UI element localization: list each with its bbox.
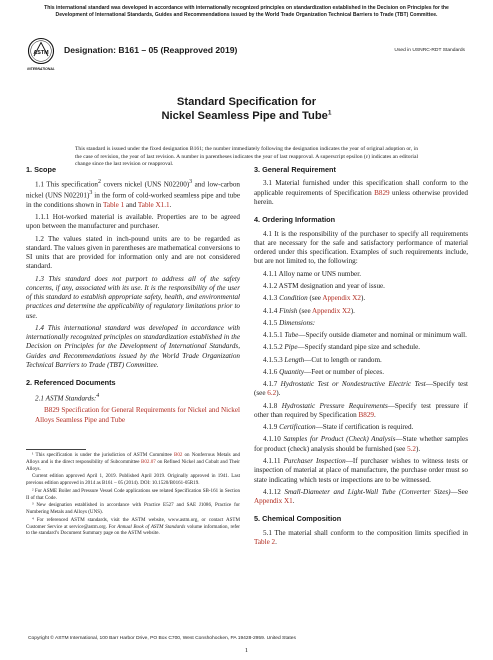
document-title bbox=[0, 95, 493, 124]
paragraph-4-1-2: 4.1.2 ASTM designation and year of issue. bbox=[263, 282, 385, 290]
footnotes bbox=[26, 452, 240, 538]
paragraph-4-1: 4.1 It is the responsibility of the purchaser to specify all requirements that are necessary for the safe and satisfactory performance of material ordered under this specification. Examples of such requirements include, but are not limited to, the following: bbox=[254, 229, 468, 266]
paragraph-4-1-5-2: 4.1.5.2 Pipe—Specify standard pipe size and schedule. bbox=[263, 343, 421, 352]
astm-logo-icon bbox=[27, 37, 55, 77]
appendix-x2-link[interactable]: Appendix X2 bbox=[322, 294, 362, 303]
paragraph-4-1-7: 4.1.7 Hydrostatic Test or Nondestructive Electric Test—Specify test (see 6.2). bbox=[254, 380, 468, 398]
logo-text: ASTM bbox=[33, 50, 49, 56]
section-5-2-link[interactable]: 5.2 bbox=[407, 444, 417, 453]
issue-note: This standard is issued under the fixed designation B161; the number immediately following the designation indicates the year of original adoption or, in the case of revision, the year of last revision. A number in parentheses indicates the year of last reapproval. A superscript epsilon (ε) indicates an editorial change since the last revision or reapproval. bbox=[75, 146, 418, 168]
table-x1-1-link[interactable]: Table X1.1 bbox=[137, 200, 170, 209]
b829-link-4-1-8[interactable]: B829 bbox=[358, 410, 374, 419]
standard-notice: This international standard was developed in accordance with internationally recognized principles on standardization established in the Decision on Principles for the Development of International Standards, Guides and Recommendations issued by the World Trade Organization Technical Barriers to Trade (TBT) Committee. bbox=[44, 5, 449, 18]
paragraph-4-1-6: 4.1.6 Quantity—Feet or number of pieces. bbox=[263, 367, 384, 376]
b829-link-3-1[interactable]: B829 bbox=[374, 188, 390, 197]
b02-link[interactable]: B02 bbox=[173, 452, 183, 458]
b02-07-link[interactable]: B02.07 bbox=[141, 458, 156, 465]
footnote-1-edition: Current edition approved April 1, 2019. Published April 2019. Originally approved in 1941. Last previous edition approved in 2014 as B161 – 05 (2014). DOI: 10.1520/B0161-05R19. bbox=[26, 473, 240, 486]
b829-link[interactable]: B829 bbox=[44, 406, 60, 415]
paragraph-4-1-8: 4.1.8 Hydrostatic Pressure Requirements—Specify test pressure if other than required by Specification B829. bbox=[254, 401, 468, 419]
title-line-2: Nickel Seamless Pipe and Tube$^1$ bbox=[161, 109, 332, 123]
paragraph-3-1: 3.1 Material furnished under this specification shall conform to the applicable requirements of Specification B829 unless otherwise provided herein. bbox=[254, 179, 468, 206]
section-heading-chemical: 5. Chemical Composition bbox=[254, 514, 342, 524]
title-line-1: Standard Specification for bbox=[176, 96, 317, 108]
section-heading-general: 3. General Requirement bbox=[254, 165, 336, 174]
paragraph-1-3: 1.3 This standard does not purport to address all of the safety concerns, if any, associated with its use. It is the responsibility of the user of this standard to establish appropriate safety, health, and environmental practices and determine the applicability of regulatory limitations prior to use. bbox=[26, 274, 240, 320]
paragraph-4-1-3: 4.1.3 Condition (see Appendix X2). bbox=[263, 294, 366, 303]
paragraph-1-1: 1.1 This specification$^2$ covers nickel (UNS N02200)$^3$ and low-carbon nickel (UNS N02201)$^3$ in the form of cold-worked seamless pipe and tube in the conditions shown in Table 1 and Table X1.1. bbox=[26, 179, 240, 209]
appendix-x2-link[interactable]: Appendix X2 bbox=[312, 306, 351, 315]
footnote-2: ² For ASME Boiler and Pressure Vessel Code applications see related Specification SB-161 in Section II of that Code. bbox=[26, 487, 240, 501]
left-column bbox=[26, 165, 240, 428]
footnote-divider bbox=[26, 449, 86, 450]
paragraph-4-1-1: 4.1.1 Alloy name or UNS number. bbox=[263, 269, 361, 278]
title-footnote-ref[interactable]: 1 bbox=[327, 109, 332, 117]
section-heading-scope: 1. Scope bbox=[26, 165, 57, 174]
table-1-link[interactable]: Table 1 bbox=[103, 200, 125, 209]
paragraph-4-1-11: 4.1.11 Purchaser Inspection—If purchaser wishes to witness tests or inspection of material at place of manufacture, the purchase order must so state indicating which tests or inspections are to be witnessed. bbox=[254, 456, 469, 484]
paragraph-4-1-5-3: 4.1.5.3 Length—Cut to length or random. bbox=[263, 355, 382, 364]
footnote-3: ³ New designation established in accordance with Practice E527 and SAE J1086, Practice for Numbering Metals and Alloys (UNS). bbox=[26, 502, 240, 515]
paragraph-5-1: 5.1 The material shall conform to the composition limits specified in Table 2. bbox=[254, 528, 468, 547]
table-2-link[interactable]: Table 2 bbox=[254, 538, 276, 547]
paragraph-1-1-1: 1.1.1 Hot-worked material is available. Properties are to be agreed upon between the manufacturer and purchaser. bbox=[26, 212, 240, 231]
right-column bbox=[254, 165, 468, 550]
paragraph-4-1-5: 4.1.5 Dimensions: bbox=[263, 318, 316, 327]
paragraph-4-1-10: 4.1.10 Samples for Product (Check) Analysis—State whether samples for product (check) analysis should be furnished (see 5.2). bbox=[254, 435, 468, 453]
section-heading-references: 2. Referenced Documents bbox=[26, 378, 116, 388]
paragraph-4-1-4: 4.1.4 Finish (see Appendix X2). bbox=[263, 306, 355, 315]
paragraph-4-1-5-1: 4.1.5.1 Tube—Specify outside diameter and nominal or minimum wall. bbox=[263, 331, 467, 340]
paragraph-2-1: 2.1 ASTM Standards:$^4$ bbox=[35, 392, 100, 403]
paragraph-4-1-9: 4.1.9 Certification—State if certification is required. bbox=[263, 423, 414, 432]
reference-b829[interactable]: B829 Specification for General Requirements for Nickel and Nickel Alloys Seamless Pipe and Tube bbox=[35, 406, 240, 424]
section-6-2-link[interactable]: 6.2 bbox=[267, 389, 277, 398]
paragraph-4-1-12: 4.1.12 Small-Diameter and Light-Wall Tube (Converter Sizes)—See Appendix X1. bbox=[254, 487, 468, 506]
designation: Designation: B161 – 05 (Reapproved 2019) bbox=[64, 45, 238, 55]
logo-subtext: INTERNATIONAL bbox=[27, 67, 55, 71]
paragraph-1-2: 1.2 The values stated in inch-pound units are to be regarded as standard. The values given in parentheses are mathematical conversions to SI units that are provided for information only and are not considered standard. bbox=[26, 234, 240, 271]
section-heading-ordering: 4. Ordering Information bbox=[254, 215, 336, 225]
used-in-note: Used in USNRC-RDT Standards bbox=[394, 48, 465, 53]
footnote-1: ¹ This specification is under the jurisdiction of ASTM Committee B02 on Nonferrous Metals and Alloys and is the direct responsibility of Subcommittee B02.07 on Refined Nickel and Cobalt and Their Alloys. bbox=[26, 452, 241, 472]
copyright-notice: Copyright © ASTM International, 100 Barr Harbor Drive, PO Box C700, West Conshohocken, PA 19428-2959. United States bbox=[28, 636, 296, 641]
paragraph-1-4: 1.4 This international standard was developed in accordance with internationally recognized principles on standardization established in the Decision on Principles for the Development of International Standards, Guides and Recommendations issued by the World Trade Organization Technical Barriers to Trade (TBT) Committee. bbox=[26, 323, 240, 369]
page-number: 1 bbox=[244, 647, 249, 654]
appendix-x1-link[interactable]: Appendix X1 bbox=[254, 497, 293, 506]
footnote-4: ⁴ For referenced ASTM standards, visit the ASTM website, www.astm.org, or contact ASTM Customer Service at service@astm.org. For Annual Book of ASTM Standards volume information, refer to the standard’s Document Summary page on the ASTM website. bbox=[26, 516, 240, 537]
